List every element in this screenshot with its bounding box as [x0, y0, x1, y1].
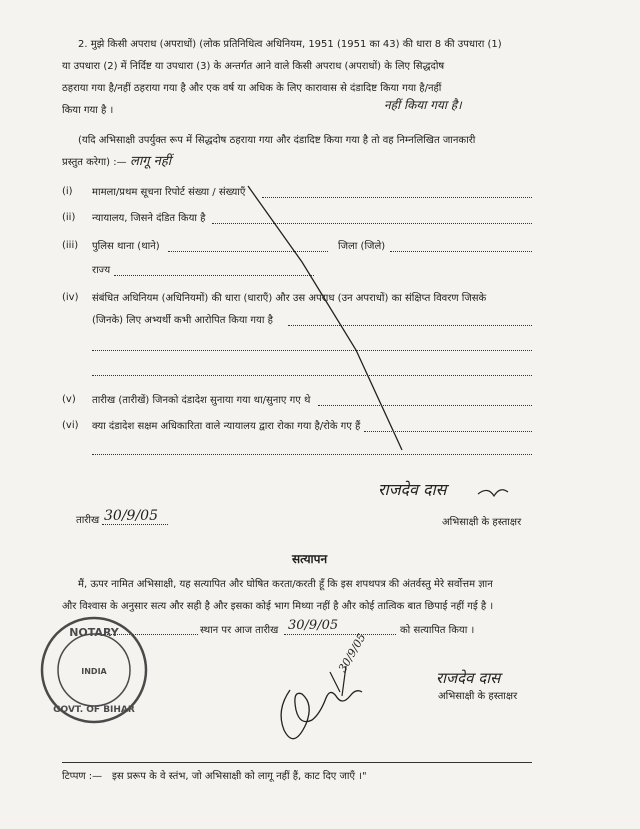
seal-top-text: NOTARY: [69, 626, 119, 639]
item-vi-number: (vi): [62, 420, 79, 431]
item-ii-number: (ii): [62, 212, 76, 223]
item-iv-label-cont: (जिनके) लिए अभ्यर्थी कभी आरोपित किया गया है: [92, 315, 273, 326]
verification-date-handwritten: 30/9/05: [288, 618, 339, 633]
notary-date-handwritten: 30/9/05: [336, 631, 369, 675]
note-label: टिप्पण :—: [62, 771, 103, 782]
item-iii-district-label: जिला (जिले): [338, 241, 386, 252]
section2-line-1: 2. मुझे किसी अपराध (अपराधों) (लोक प्रतिनिधित्व अधिनियम, 1951 (1951 का 43) की धारा 8 की उपधारा (1): [78, 39, 502, 50]
item-i-label: मामला/प्रथम सूचना रिपोर्ट संख्या / संख्याएँ: [92, 187, 246, 198]
verification-line-2: और विश्वास के अनुसार सत्य और सही है और इसका कोई भाग मिथ्या नहीं है और कोई तात्विक बात छिपाई नहीं गई है ।: [62, 601, 494, 612]
item-iii-number: (iii): [62, 240, 79, 251]
conditional-line-1: (यदि अभिसाक्षी उपर्युक्त रूप में सिद्धदोष ठहराया गया और दंडादिष्ट किया गया है तो वह निम्नलिखित जानकारी: [78, 135, 476, 146]
note-divider: [62, 762, 532, 763]
item-iii-state-label: राज्य: [92, 265, 111, 276]
handwritten-not-convicted: नहीं किया गया है।: [384, 98, 462, 112]
section2-line-4: किया गया है ।: [62, 105, 114, 116]
item-iv-number: (iv): [62, 292, 79, 303]
deponent-signature-label-1: अभिसाक्षी के हस्ताक्षर: [442, 517, 522, 528]
item-iv-label: संबंधित अधिनियम (अधिनियमों) की धारा (धाराएँ) और उस अपराध (उन अपराधों) का संक्षिप्त विवरण जिसके: [92, 293, 487, 304]
section2-line-2: या उपधारा (2) में निर्दिष्ट या उपधारा (3) के अन्तर्गत आने वाले किसी अपराध (अपराधों) के लिए सिद्धदोष: [62, 61, 445, 72]
deponent-signature-1: राजदेव दास: [378, 480, 447, 499]
date-value-handwritten: 30/9/05: [104, 508, 158, 524]
item-v-label: तारीख (तारीखें) जिनको दंडादेश सुनाया गया था/सुनाए गए थे: [92, 395, 311, 406]
place-date-label: स्थान पर आज तारीख: [200, 625, 279, 636]
verification-line-1: मैं, ऊपर नामित अभिसाक्षी, यह सत्यापित और घोषित करता/करती हूँ कि इस शपथपत्र की अंतर्वस्तु मेरे सर्वोत्तम ज्ञान: [78, 579, 493, 590]
handwritten-not-applicable: लागू नहीं: [130, 154, 172, 169]
section2-line-3: ठहराया गया है/नहीं ठहराया गया है और एक वर्ष या अधिक के लिए कारावास से दंडादिष्ट किया गया है/नहीं: [62, 83, 442, 94]
item-iii-label: पुलिस थाना (थाने): [92, 241, 160, 252]
seal-middle-text: INDIA: [81, 667, 107, 676]
item-vi-label: क्या दंडादेश सक्षम अधिकारिता वाले न्यायालय द्वारा रोका गया है/रोके गए हैं: [92, 421, 361, 432]
conditional-line-2: प्रस्तुत करेगा) :—: [62, 157, 127, 168]
item-v-number: (v): [62, 394, 76, 405]
item-i-number: (i): [62, 186, 73, 197]
deponent-signature-2: राजदेव दास: [436, 669, 501, 687]
verification-title: सत्यापन: [292, 552, 328, 566]
seal-bottom-text: GOVT. OF BIHAR: [53, 705, 135, 715]
note-text: इस प्ररूप के वे स्तंभ, जो अभिसाक्षी को लागू नहीं हैं, काट दिए जाएँ ।": [112, 771, 367, 782]
item-ii-label: न्यायालय, जिसने दंडित किया है: [92, 213, 206, 224]
deponent-signature-label-2: अभिसाक्षी के हस्ताक्षर: [438, 691, 518, 702]
verified-label: को सत्यापित किया ।: [400, 625, 475, 636]
date-label: तारीख: [76, 515, 100, 526]
